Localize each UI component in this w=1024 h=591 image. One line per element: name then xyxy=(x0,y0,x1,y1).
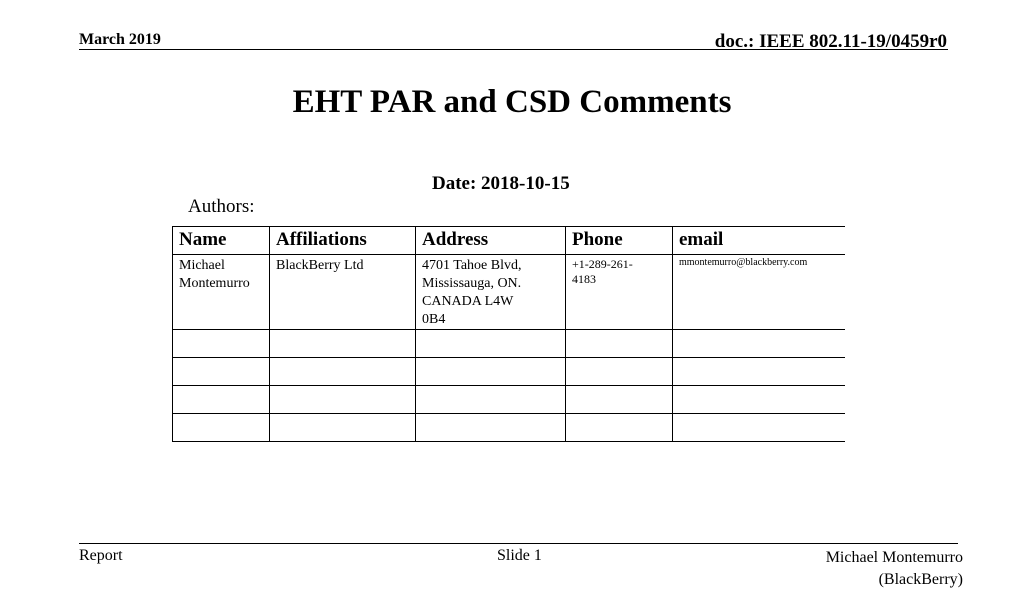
name-line: Montemurro xyxy=(179,276,250,291)
address-line: Mississauga, ON. xyxy=(422,276,522,291)
empty-cell xyxy=(270,358,416,386)
empty-cell xyxy=(566,386,673,414)
table-row xyxy=(173,414,845,442)
empty-cell xyxy=(173,358,270,386)
empty-cell xyxy=(270,414,416,442)
column-header-email: email xyxy=(673,227,845,255)
cell-email: mmontemurro@blackberry.com xyxy=(673,255,845,330)
address-line: CANADA L4W xyxy=(422,294,514,309)
footer-left: Report xyxy=(79,547,123,564)
table-row xyxy=(173,255,845,330)
footer-rule xyxy=(79,543,958,544)
empty-cell xyxy=(673,330,845,358)
empty-cell xyxy=(566,414,673,442)
address-line: 4701 Tahoe Blvd, xyxy=(422,258,522,273)
authors-label: Authors: xyxy=(188,196,255,217)
column-header-name: Name xyxy=(173,227,270,255)
phone-line: 4183 xyxy=(572,272,596,286)
empty-cell xyxy=(566,330,673,358)
table-header-row xyxy=(173,227,845,255)
slide-title: EHT PAR and CSD Comments xyxy=(292,84,732,120)
footer-author xyxy=(826,547,963,591)
cell-address xyxy=(416,255,566,330)
empty-cell xyxy=(173,414,270,442)
table-row xyxy=(173,358,845,386)
empty-cell xyxy=(173,386,270,414)
empty-cell xyxy=(566,358,673,386)
authors-table xyxy=(172,226,845,442)
footer-author-affiliation: (BlackBerry) xyxy=(878,571,963,588)
empty-cell xyxy=(673,414,845,442)
cell-name xyxy=(173,255,270,330)
column-header-affiliations: Affiliations xyxy=(270,227,416,255)
name-line: Michael xyxy=(179,258,225,273)
empty-cell xyxy=(173,330,270,358)
header-date: March 2019 xyxy=(79,31,161,48)
footer-author-name: Michael Montemurro xyxy=(825,549,963,566)
column-header-address: Address xyxy=(416,227,566,255)
empty-cell xyxy=(416,358,566,386)
phone-line: +1-289-261- xyxy=(572,257,633,271)
cell-phone xyxy=(566,255,673,330)
address-line: 0B4 xyxy=(422,312,446,327)
empty-cell xyxy=(270,330,416,358)
empty-cell xyxy=(673,386,845,414)
empty-cell xyxy=(416,330,566,358)
empty-cell xyxy=(416,386,566,414)
footer-slide-number: Slide 1 xyxy=(497,547,542,564)
empty-cell xyxy=(416,414,566,442)
header-rule xyxy=(79,49,948,50)
header-doc-id: doc.: IEEE 802.11-19/0459r0 xyxy=(714,31,947,52)
table-row xyxy=(173,330,845,358)
date-line: Date: 2018-10-15 xyxy=(432,173,570,194)
cell-affiliation: BlackBerry Ltd xyxy=(270,255,416,330)
empty-cell xyxy=(270,386,416,414)
table-row xyxy=(173,386,845,414)
empty-cell xyxy=(673,358,845,386)
column-header-phone: Phone xyxy=(566,227,673,255)
